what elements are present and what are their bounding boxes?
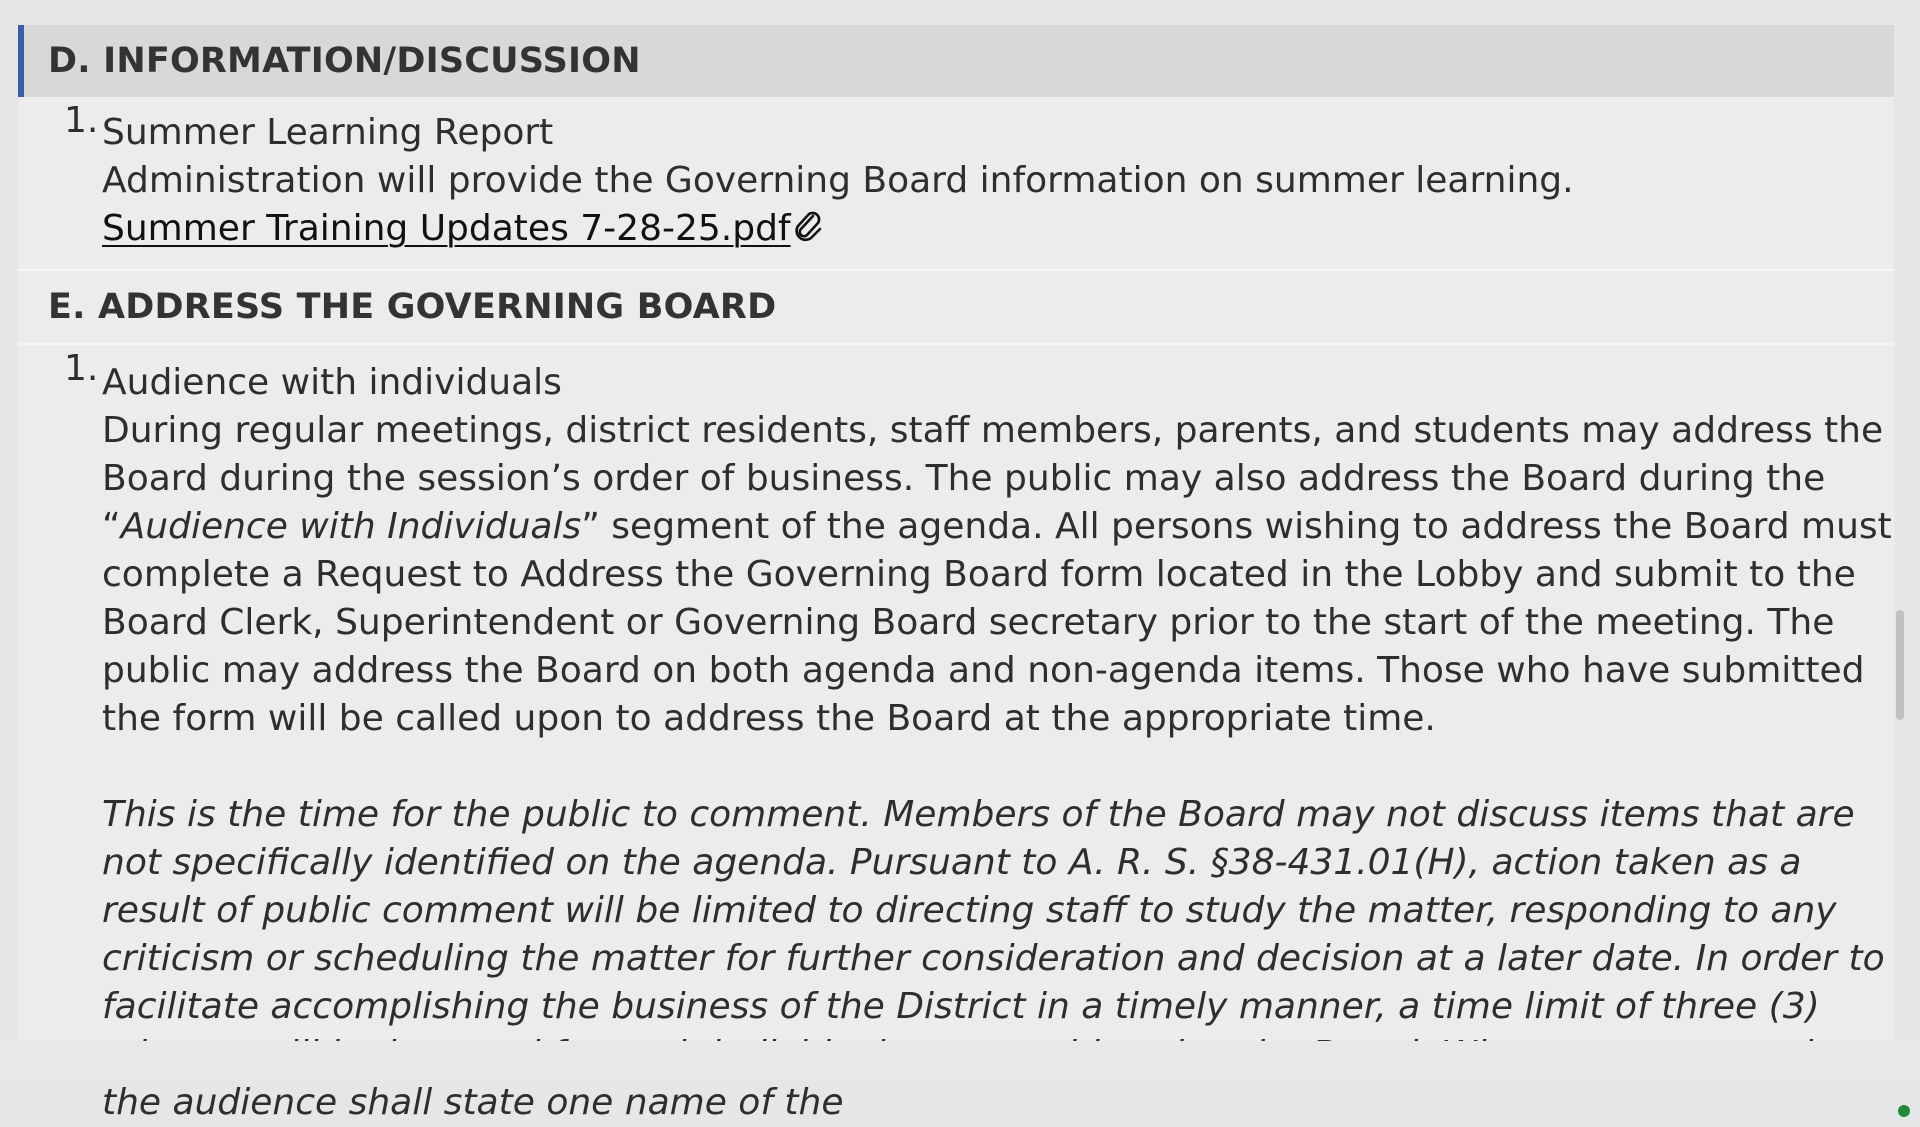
paperclip-icon	[793, 209, 823, 257]
agenda-item-audience	[18, 345, 1894, 1127]
description-text-1: During regular meetings, district residents, staff members, parents, and students may address the Board during the session’s order of business. The public may also address the Board during the “	[102, 410, 1884, 547]
status-dot-icon	[1898, 1105, 1910, 1117]
item-description	[102, 407, 1894, 743]
item-title: Summer Learning Report	[102, 112, 554, 153]
bottom-strip	[0, 1041, 1920, 1080]
section-d-title: D. INFORMATION/DISCUSSION	[48, 41, 641, 81]
item-number: 1.	[64, 100, 99, 141]
agenda-item-summer-learning	[18, 97, 1894, 269]
item-description: Administration will provide the Governing Board information on summer learning.	[102, 160, 1574, 201]
description-text-2: ” segment of the agenda. All persons wishing to address the Board must complete a Request to Address the Governing Board form located in the Lobby and submit to the Board Clerk, Superintendent or Governing Board secretary prior to the start of the meeting. The public may address the Board on both agenda and non-agenda items. Those who have submitted the form will be called upon to address the Board at the appropriate time.	[102, 506, 1892, 739]
section-header-e[interactable]	[18, 269, 1894, 345]
attachment-filename: Summer Training Updates 7-28-25.pdf	[102, 208, 791, 249]
attachment-link[interactable]	[102, 205, 823, 257]
public-comment-notice: This is the time for the public to comment. Members of the Board may not discuss items that are not specifically identified on the agenda. Pursuant to A. R. S. §38-431.01(H), action taken as a result of public comment will be limited to directing staff to study the matter, responding to any criticism or scheduling the matter for further consideration and decision at a later date. In order to facilitate accomplishing the business of the District in a timely manner, a time limit of three (3) the audience shall state one name of the	[102, 794, 1885, 1123]
description-italic: Audience with Individuals	[120, 506, 582, 547]
section-header-d[interactable]	[18, 25, 1894, 97]
vertical-scrollbar-thumb[interactable]	[1896, 610, 1904, 720]
item-number: 1.	[64, 348, 99, 389]
section-e-title: E. ADDRESS THE GOVERNING BOARD	[48, 287, 777, 327]
agenda-viewport	[18, 25, 1894, 1123]
item-title: Audience with individuals	[102, 362, 562, 403]
